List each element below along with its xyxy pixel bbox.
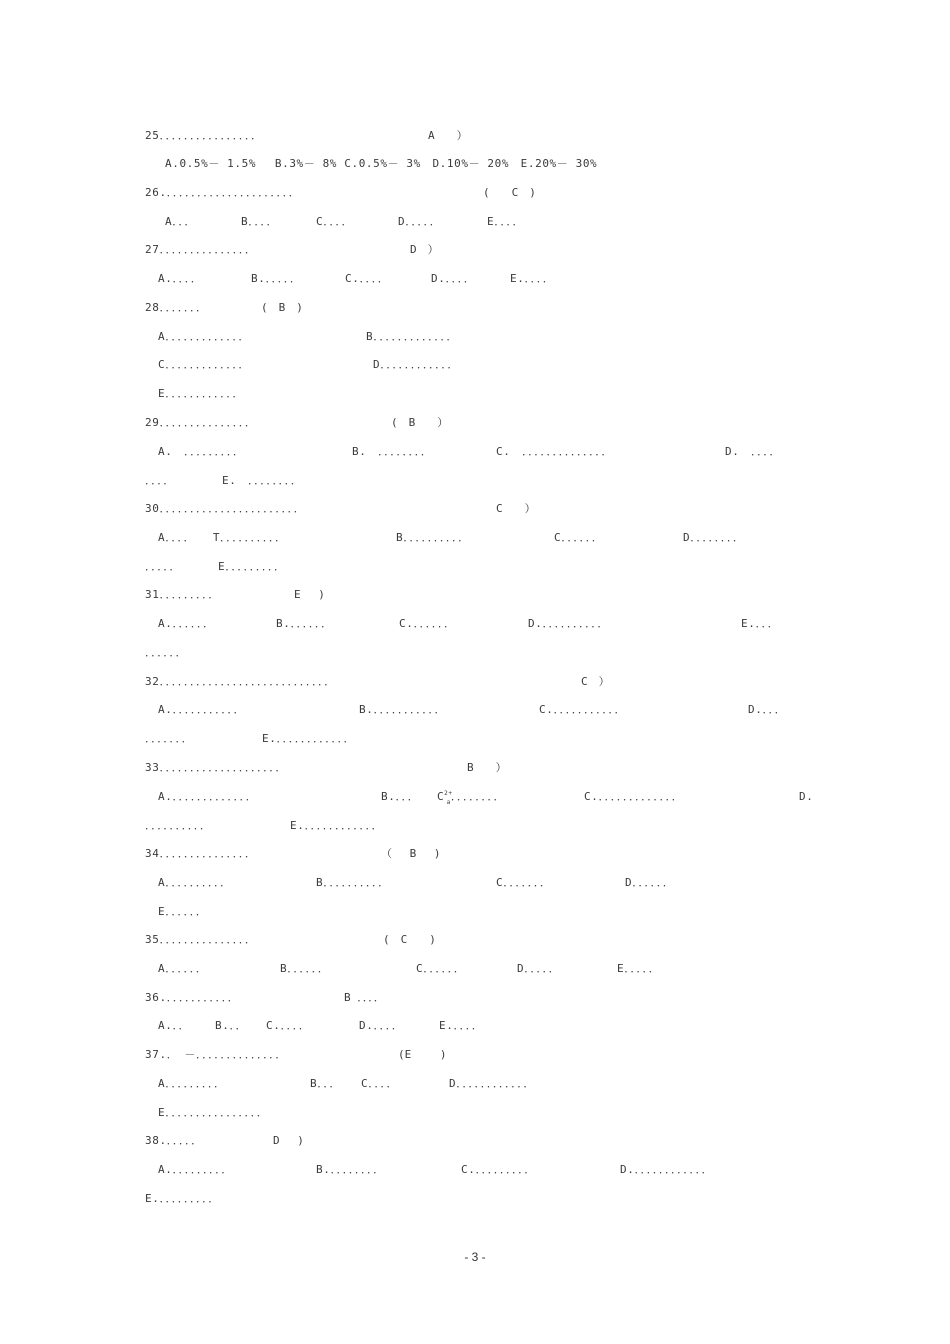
q27-stem: 27．．．．．．．．．．．．．．． <box>145 243 257 256</box>
q35-stem: 35．．．．．．．．．．．．．．． <box>145 933 257 946</box>
q30-stem: 30．．．．．．．．．．．．．．．．．．．．．．． <box>145 502 306 515</box>
q32-option-d: D.．．． <box>748 703 787 716</box>
q38-option-b: B.．．．．．．．． <box>316 1163 385 1176</box>
q32-answer: C ） <box>581 675 610 688</box>
q33-option-d-cont: ．．．．．．．．．． <box>145 819 212 832</box>
q32-option-a: A.．．．．．．．．．．． <box>158 703 246 716</box>
q31-option-d: D.．．．．．．．．．． <box>528 617 609 630</box>
q38-answer: D ) <box>273 1134 304 1147</box>
q37-answer: (E ) <box>398 1048 447 1061</box>
q30-option-d: D．．．．．．．． <box>683 531 745 544</box>
q36-stem: 36.．．．．．．．．．．． <box>145 991 240 1004</box>
q25-answer: A ） <box>428 129 468 142</box>
q26-option-a: A．．． <box>165 215 197 228</box>
q26-option-c: C．．．． <box>316 215 354 228</box>
q28-option-d: D．．．．．．．．．．．． <box>373 358 459 371</box>
q36-answer: B ．．．． <box>344 991 385 1004</box>
q31-option-e-cont: ．．．．．． <box>145 646 188 659</box>
q30-option-c: C．．．．．． <box>554 531 604 544</box>
q37-option-e: E．．．．．．．．．．．．．．．． <box>158 1106 269 1119</box>
q33-option-b-sub: a <box>446 799 451 806</box>
q30-option-e: E．．．．．．．．． <box>218 560 286 573</box>
q28-option-a: A．．．．．．．．．．．．． <box>158 330 251 343</box>
q36-option-e: E.．．．． <box>439 1019 484 1032</box>
q38-option-c: C.．．．．．．．．． <box>461 1163 536 1176</box>
q30-option-a: A．．．． T．．．．．．．．．． <box>158 531 287 544</box>
q27-option-c: C.．．．． <box>345 272 390 285</box>
q33-option-d: D. <box>799 790 814 803</box>
q34-stem: 34．．．．．．．．．．．．．．． <box>145 847 257 860</box>
q30-answer: C ） <box>496 502 536 515</box>
q33-option-b <box>381 790 505 806</box>
q26-option-e: E．．．． <box>487 215 525 228</box>
q35-answer: ( C ) <box>383 933 436 946</box>
q35-option-a: A．．．．．． <box>158 962 208 975</box>
q26-stem: 26.．．．．．．．．．．．．．．．．．．．．． <box>145 186 301 199</box>
q28-stem: 28．．．．．．． <box>145 301 208 314</box>
q34-option-d: D．．．．．． <box>625 876 675 889</box>
q32-stem: 32．．．．．．．．．．．．．．．．．．．．．．．．．．．． <box>145 675 336 688</box>
q30-option-b: B．．．．．．．．．． <box>396 531 470 544</box>
q28-option-b: B．．．．．．．．．．．．． <box>366 330 459 343</box>
q32-option-d-cont: ．．．．．．． <box>145 732 194 745</box>
q31-option-c: C.．．．．．． <box>399 617 456 630</box>
q29-option-a: A. ．．．．．．．．． <box>158 445 245 458</box>
q29-answer: ( B ） <box>391 416 449 429</box>
q33-option-c: C.．．．．．．．．．．．．． <box>584 790 684 803</box>
q36-option-a: A.．． <box>158 1019 191 1032</box>
q38-option-d: D.．．．．．．．．．．．． <box>620 1163 714 1176</box>
q36-option-d: D.．．．． <box>359 1019 404 1032</box>
q35-option-b: B．．．．．． <box>280 962 330 975</box>
q38-option-e: E.．．．．．．．．． <box>145 1192 220 1205</box>
q27-option-d: D.．．．． <box>431 272 476 285</box>
q29-option-c: C. ．．．．．．．．．．．．．． <box>496 445 613 458</box>
q33-option-b-pre: B.．．． C <box>381 790 445 803</box>
q29-option-b: B. ．．．．．．．． <box>352 445 433 458</box>
q37-option-b: B．．． <box>310 1077 342 1090</box>
q31-option-b: B.．．．．．． <box>276 617 333 630</box>
q33-option-b-sup: 2+ <box>444 790 453 797</box>
q29-option-d: D. ．．．． <box>725 445 781 458</box>
q37-stem: 37.． －．．．．．．．．．．．．．． <box>145 1048 287 1061</box>
q26-answer: ( C ) <box>483 186 536 199</box>
q34-option-e: E．．．．．． <box>158 905 208 918</box>
q28-option-e: E．．．．．．．．．．．． <box>158 387 244 400</box>
q33-answer: B ） <box>467 761 507 774</box>
q29-stem: 29．．．．．．．．．．．．．．． <box>145 416 257 429</box>
q38-option-a: A.．．．．．．．．． <box>158 1163 233 1176</box>
q37-option-d: D．．．．．．．．．．．． <box>449 1077 535 1090</box>
q25-options: A.0.5%－ 1.5% B.3%－ 8% C.0.5%－ 3% D.10%－ 20% E.20%－ 30% <box>165 157 598 170</box>
q36-option-c: C.．．．． <box>266 1019 311 1032</box>
q26-option-d: D．．．．． <box>398 215 442 228</box>
q33-option-a: A.．．．．．．．．．．．．． <box>158 790 258 803</box>
q38-stem: 38.．．．．． <box>145 1134 203 1147</box>
q28-answer: ( B ) <box>261 301 303 314</box>
q32-option-e: E.．．．．．．．．．．．． <box>262 732 356 745</box>
q34-option-a: A．．．．．．．．．． <box>158 876 232 889</box>
q37-option-c: C．．．． <box>361 1077 399 1090</box>
q31-option-a: A.．．．．．． <box>158 617 215 630</box>
q27-answer: D ） <box>410 243 439 256</box>
q35-option-c: C．．．．．． <box>416 962 466 975</box>
q37-option-a: A．．．．．．．．． <box>158 1077 226 1090</box>
q28-option-c: C．．．．．．．．．．．．． <box>158 358 251 371</box>
q32-option-c: C.．．．．．．．．．．． <box>539 703 627 716</box>
q33-stem: 33．．．．．．．．．．．．．．．．．．．． <box>145 761 287 774</box>
q27-option-e: E.．．．． <box>510 272 555 285</box>
q31-stem: 31．．．．．．．．． <box>145 588 220 601</box>
q33-option-e: E.．．．．．．．．．．．． <box>290 819 384 832</box>
q27-option-b: B.．．．．． <box>251 272 302 285</box>
q34-answer: （ B ) <box>381 847 441 860</box>
q35-option-e: E．．．．． <box>617 962 661 975</box>
q31-answer: E ) <box>294 588 325 601</box>
q34-option-c: C．．．．．．． <box>496 876 552 889</box>
q32-option-b: B.．．．．．．．．．．． <box>359 703 447 716</box>
q36-option-b: B.．． <box>215 1019 248 1032</box>
q26-option-b: B．．．． <box>241 215 279 228</box>
q29-option-d-cont: ．．．． <box>145 474 175 487</box>
q31-option-e: E.．．． <box>741 617 780 630</box>
q34-option-b: B．．．．．．．．．． <box>316 876 390 889</box>
q27-option-a: A.．．．． <box>158 272 203 285</box>
q33-option-b-post: ．．．．．．．． <box>450 790 506 803</box>
q35-option-d: D．．．．． <box>517 962 561 975</box>
q30-option-d-cont: ．．．．． <box>145 560 181 573</box>
q25-stem: 25．．．．．．．．．．．．．．．． <box>145 129 263 142</box>
page-number: - 3 - <box>464 1250 486 1264</box>
q29-option-e: E. ．．．．．．．． <box>222 474 303 487</box>
